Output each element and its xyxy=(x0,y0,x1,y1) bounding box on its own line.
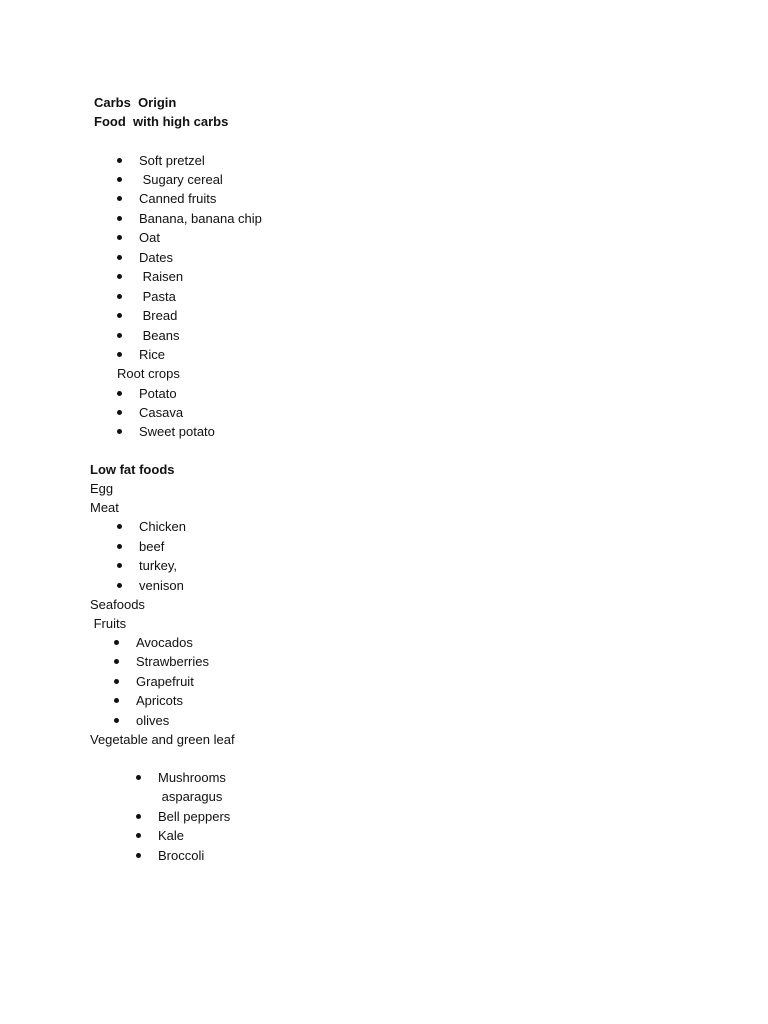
root-crops-label: Root crops xyxy=(117,366,180,381)
document-page: Carbs Origin Food with high carbs Soft pretzel Sugary cereal Canned fruits Banana, banana chip Oat Dates Raisen Pasta Bread Beans Rice Root crops Potato Casava Sweet potato Low fat foods Egg Meat Chicken beef turkey, venison Seafoods Fruits Avocados Strawberries Grapefruit Apricots olives Vegetable and green leaf Mushrooms asparagus Bell peppers Kale Broccoli xyxy=(0,0,768,1024)
low-fat-heading: Low fat foods xyxy=(90,462,175,477)
list-item-continuation: asparagus xyxy=(158,789,223,804)
high-carbs-subheading: Food with high carbs xyxy=(94,114,229,129)
meat-label: Meat xyxy=(90,500,119,515)
carbs-heading: Carbs Origin xyxy=(94,95,177,110)
fruits-label: Fruits xyxy=(90,616,127,631)
seafoods-label: Seafoods xyxy=(90,597,145,612)
egg-label: Egg xyxy=(90,481,114,496)
vegetable-label: Vegetable and green leaf xyxy=(90,732,235,747)
